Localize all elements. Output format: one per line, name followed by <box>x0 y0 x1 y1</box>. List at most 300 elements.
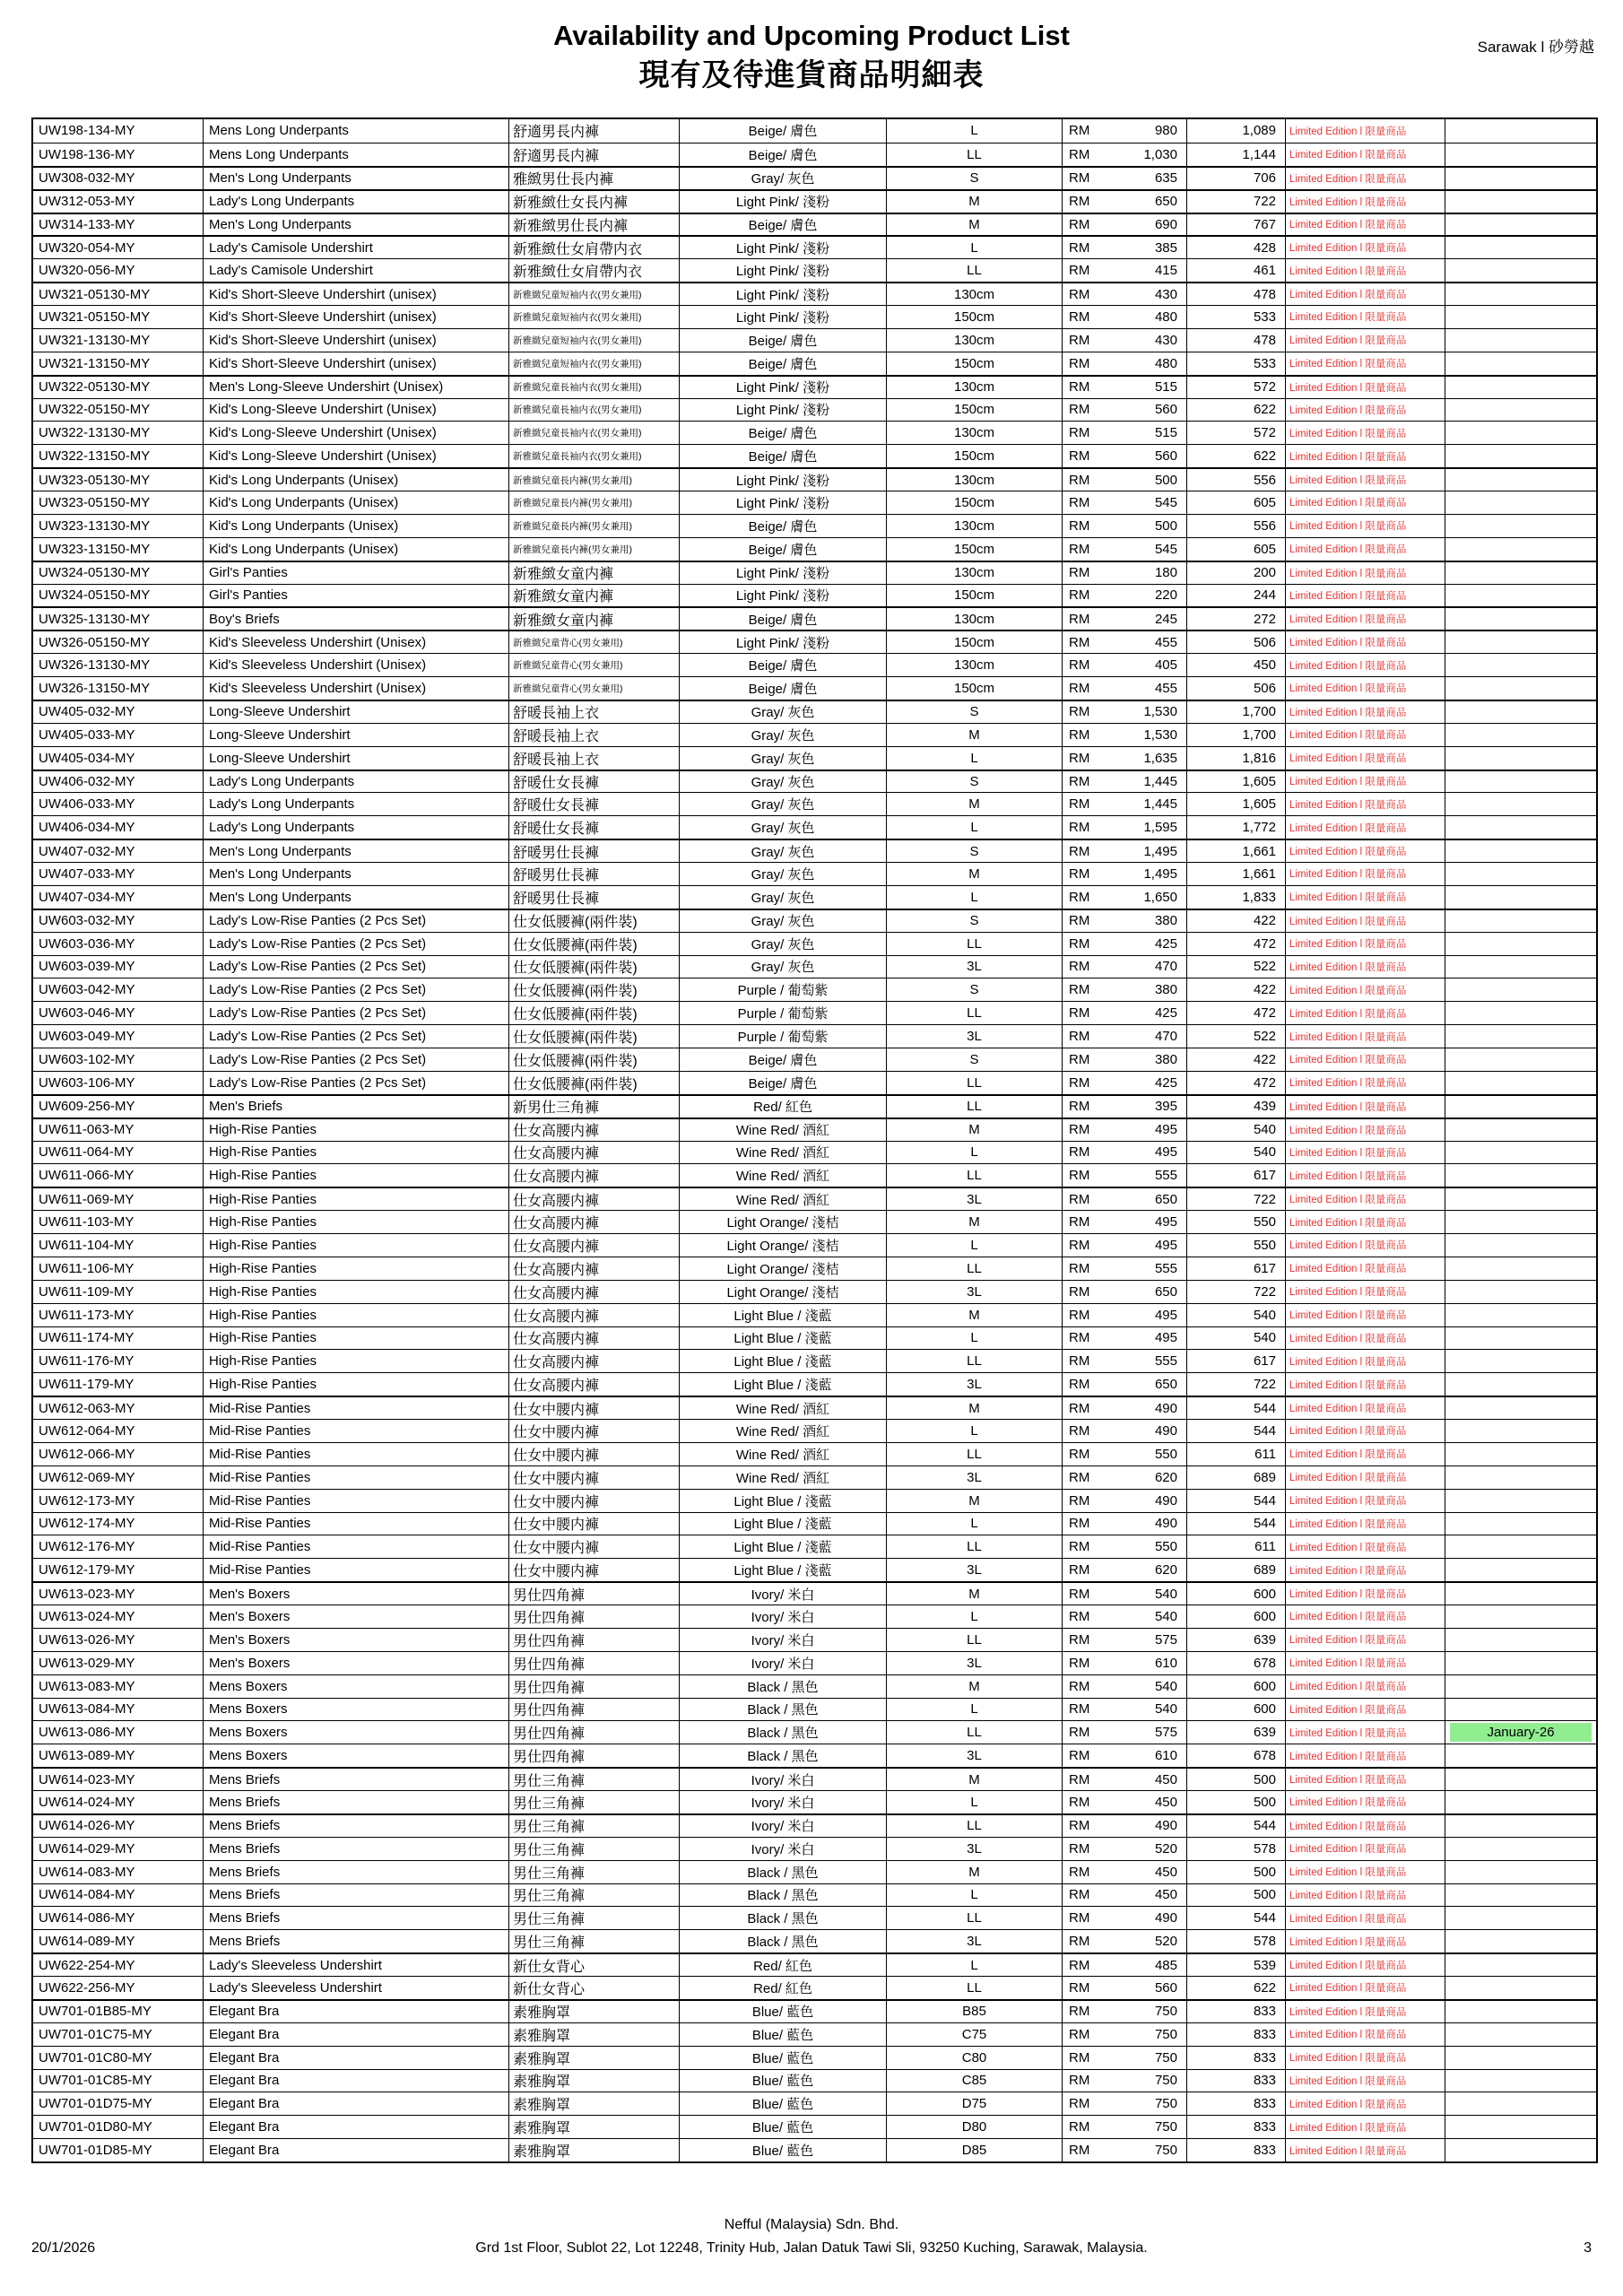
product-name-en-cell: High-Rise Panties <box>204 1211 509 1233</box>
table-row <box>33 1442 1596 1465</box>
availability-date-cell <box>1445 259 1596 282</box>
availability-date-cell <box>1445 422 1596 444</box>
product-code-cell: UW324-05130-MY <box>33 562 204 584</box>
color-cell: Light Blue / 淺藍 <box>680 1559 887 1581</box>
limited-edition-note-cell: Limited Edition l 限量商品 <box>1286 608 1445 630</box>
product-name-zh-cell: 新雅緻兒童長内褲(男女兼用) <box>509 491 680 514</box>
availability-date-cell <box>1445 585 1596 607</box>
product-name-en-cell: Lady's Long Underpants <box>204 793 509 815</box>
table-row <box>33 1187 1596 1210</box>
product-name-zh-cell: 仕女低腰褲(兩件裝) <box>509 1072 680 1094</box>
price-cell <box>1063 1930 1187 1952</box>
price-2-cell: 600 <box>1187 1583 1286 1605</box>
limited-edition-note-cell: Limited Edition l 限量商品 <box>1286 1327 1445 1350</box>
price-2-cell: 533 <box>1187 306 1286 328</box>
product-name-zh-cell: 素雅胸罩 <box>509 2092 680 2115</box>
product-name-zh-cell: 仕女低腰褲(兩件裝) <box>509 1002 680 1024</box>
currency-label: RM <box>1069 1957 1090 1973</box>
limited-edition-note-cell: Limited Edition l 限量商品 <box>1286 377 1445 398</box>
limited-edition-note-cell: Limited Edition l 限量商品 <box>1286 816 1445 839</box>
size-cell: 130cm <box>887 608 1063 630</box>
product-code-cell: UW325-13130-MY <box>33 608 204 630</box>
size-cell: 130cm <box>887 654 1063 676</box>
price-cell <box>1063 747 1187 770</box>
availability-date-cell <box>1445 840 1596 862</box>
product-name-en-cell: Elegant Bra <box>204 2139 509 2161</box>
price-value: 1,495 <box>1143 843 1177 859</box>
currency-label: RM <box>1069 425 1090 441</box>
currency-label: RM <box>1069 820 1090 836</box>
product-code-cell: UW622-256-MY <box>33 1977 204 1999</box>
availability-date-cell <box>1445 1373 1596 1396</box>
price-value: 485 <box>1154 1957 1177 1973</box>
size-cell: 130cm <box>887 283 1063 305</box>
table-row <box>33 630 1596 653</box>
product-name-en-cell: Elegant Bra <box>204 2070 509 2092</box>
product-name-zh-cell: 新雅緻兒童短袖内衣(男女兼用) <box>509 329 680 352</box>
table-row <box>33 1581 1596 1605</box>
price-cell <box>1063 1791 1187 1813</box>
availability-date-cell <box>1445 1675 1596 1698</box>
product-name-zh-cell: 新雅緻兒童長袖内衣(男女兼用) <box>509 377 680 398</box>
table-row <box>33 955 1596 978</box>
table-row <box>33 1048 1596 1071</box>
currency-label: RM <box>1069 1818 1090 1834</box>
price-cell <box>1063 1002 1187 1024</box>
table-row <box>33 770 1596 793</box>
currency-label: RM <box>1069 472 1090 488</box>
table-row <box>33 978 1596 1001</box>
price-cell <box>1063 771 1187 793</box>
size-cell: D80 <box>887 2116 1063 2138</box>
color-cell: Wine Red/ 酒紅 <box>680 1397 887 1419</box>
product-name-zh-cell: 新仕女背心 <box>509 1977 680 1999</box>
price-cell <box>1063 2047 1187 2069</box>
price-cell <box>1063 1373 1187 1396</box>
size-cell: M <box>887 793 1063 815</box>
table-row <box>33 1976 1596 1999</box>
color-cell: Wine Red/ 酒紅 <box>680 1466 887 1489</box>
price-2-cell: 1,816 <box>1187 747 1286 770</box>
limited-edition-note-cell: Limited Edition l 限量商品 <box>1286 445 1445 467</box>
size-cell: 150cm <box>887 677 1063 700</box>
product-name-zh-cell: 新雅緻兒童背心(男女兼用) <box>509 654 680 676</box>
product-name-en-cell: Kid's Sleeveless Undershirt (Unisex) <box>204 677 509 700</box>
price-value: 470 <box>1154 959 1177 975</box>
table-row <box>33 1512 1596 1535</box>
price-value: 750 <box>1154 2143 1177 2159</box>
color-cell: Light Pink/ 淺粉 <box>680 491 887 514</box>
product-code-cell: UW701-01C80-MY <box>33 2047 204 2069</box>
color-cell: Beige/ 膚色 <box>680 608 887 630</box>
product-code-cell: UW611-174-MY <box>33 1327 204 1350</box>
color-cell: Blue/ 藍色 <box>680 2092 887 2115</box>
limited-edition-note-cell: Limited Edition l 限量商品 <box>1286 840 1445 862</box>
table-row <box>33 166 1596 189</box>
product-name-zh-cell: 新雅緻仕女肩帶内衣 <box>509 259 680 282</box>
limited-edition-note-cell: Limited Edition l 限量商品 <box>1286 933 1445 955</box>
table-row <box>33 1674 1596 1698</box>
product-code-cell: UW603-046-MY <box>33 1002 204 1024</box>
product-name-en-cell: Men's Boxers <box>204 1652 509 1674</box>
price-value: 750 <box>1154 2119 1177 2135</box>
currency-label: RM <box>1069 1492 1090 1509</box>
table-row <box>33 792 1596 815</box>
size-cell: M <box>887 1861 1063 1883</box>
size-cell: C75 <box>887 2023 1063 2046</box>
color-cell: Black / 黑色 <box>680 1861 887 1883</box>
price-value: 650 <box>1154 1283 1177 1300</box>
price-2-cell: 833 <box>1187 2139 1286 2161</box>
size-cell: 150cm <box>887 352 1063 375</box>
limited-edition-note-cell: Limited Edition l 限量商品 <box>1286 329 1445 352</box>
color-cell: Gray/ 灰色 <box>680 724 887 746</box>
price-2-cell: 544 <box>1187 1907 1286 1929</box>
color-cell: Wine Red/ 酒紅 <box>680 1119 887 1141</box>
table-row <box>33 1535 1596 1558</box>
table-row <box>33 328 1596 352</box>
price-value: 515 <box>1154 379 1177 396</box>
product-name-zh-cell: 素雅胸罩 <box>509 2139 680 2161</box>
price-value: 430 <box>1154 286 1177 302</box>
product-name-en-cell: Kid's Sleeveless Undershirt (Unisex) <box>204 654 509 676</box>
availability-date-cell <box>1445 1744 1596 1767</box>
availability-date-cell <box>1445 1420 1596 1442</box>
availability-date-cell <box>1445 1954 1596 1976</box>
product-code-cell: UW603-039-MY <box>33 956 204 978</box>
availability-date-cell <box>1445 1583 1596 1605</box>
product-name-zh-cell: 新雅緻兒童長袖内衣(男女兼用) <box>509 399 680 422</box>
limited-edition-note-cell: Limited Edition l 限量商品 <box>1286 1188 1445 1210</box>
product-code-cell: UW407-032-MY <box>33 840 204 862</box>
price-value: 1,530 <box>1143 726 1177 743</box>
limited-edition-note-cell: Limited Edition l 限量商品 <box>1286 1096 1445 1118</box>
product-code-cell: UW612-064-MY <box>33 1420 204 1442</box>
table-row <box>33 1628 1596 1651</box>
price-cell <box>1063 1281 1187 1303</box>
price-value: 495 <box>1154 1237 1177 1253</box>
size-cell: L <box>887 1142 1063 1164</box>
product-code-cell: UW611-109-MY <box>33 1281 204 1303</box>
size-cell: 3L <box>887 1466 1063 1489</box>
currency-label: RM <box>1069 843 1090 859</box>
availability-date-cell <box>1445 1350 1596 1372</box>
color-cell: Ivory/ 米白 <box>680 1769 887 1790</box>
limited-edition-note-cell: Limited Edition l 限量商品 <box>1286 1605 1445 1628</box>
product-name-en-cell: Kid's Long-Sleeve Undershirt (Unisex) <box>204 399 509 422</box>
size-cell: M <box>887 191 1063 213</box>
availability-date-cell <box>1445 119 1596 143</box>
price-cell <box>1063 1583 1187 1605</box>
price-2-cell: 472 <box>1187 933 1286 955</box>
product-name-en-cell: Mid-Rise Panties <box>204 1443 509 1465</box>
currency-label: RM <box>1069 170 1090 187</box>
currency-label: RM <box>1069 1887 1090 1903</box>
availability-date-cell <box>1445 2047 1596 2069</box>
limited-edition-note-cell: Limited Edition l 限量商品 <box>1286 1652 1445 1674</box>
price-2-cell: 428 <box>1187 237 1286 258</box>
availability-date-cell <box>1445 1048 1596 1071</box>
price-2-cell: 600 <box>1187 1699 1286 1721</box>
currency-label: RM <box>1069 1422 1090 1439</box>
availability-date-cell <box>1445 2023 1596 2046</box>
currency-label: RM <box>1069 2004 1090 2020</box>
product-code-cell: UW321-13150-MY <box>33 352 204 375</box>
price-cell <box>1063 515 1187 537</box>
limited-edition-note-cell: Limited Edition l 限量商品 <box>1286 747 1445 770</box>
product-name-en-cell: Lady's Low-Rise Panties (2 Pcs Set) <box>204 910 509 932</box>
product-name-en-cell: Men's Long Underpants <box>204 214 509 236</box>
price-2-cell: 1,700 <box>1187 724 1286 746</box>
color-cell: Blue/ 藍色 <box>680 2001 887 2022</box>
product-name-zh-cell: 素雅胸罩 <box>509 2116 680 2138</box>
product-code-cell: UW312-053-MY <box>33 191 204 213</box>
currency-label: RM <box>1069 611 1090 627</box>
price-value: 395 <box>1154 1099 1177 1115</box>
product-name-en-cell: Lady's Low-Rise Panties (2 Pcs Set) <box>204 978 509 1001</box>
limited-edition-note-cell: Limited Edition l 限量商品 <box>1286 491 1445 514</box>
currency-label: RM <box>1069 1586 1090 1602</box>
availability-date-cell <box>1445 2139 1596 2161</box>
table-row <box>33 1489 1596 1512</box>
product-name-zh-cell: 仕女低腰褲(兩件裝) <box>509 956 680 978</box>
color-cell: Ivory/ 米白 <box>680 1652 887 1674</box>
table-row <box>33 1929 1596 1952</box>
currency-label: RM <box>1069 1283 1090 1300</box>
table-row <box>33 1094 1596 1118</box>
product-code-cell: UW405-034-MY <box>33 747 204 770</box>
limited-edition-note-cell: Limited Edition l 限量商品 <box>1286 144 1445 166</box>
size-cell: S <box>887 701 1063 723</box>
currency-label: RM <box>1069 541 1090 557</box>
currency-label: RM <box>1069 286 1090 302</box>
product-code-cell: UW614-024-MY <box>33 1791 204 1813</box>
limited-edition-note-cell: Limited Edition l 限量商品 <box>1286 1420 1445 1442</box>
limited-edition-note-cell: Limited Edition l 限量商品 <box>1286 677 1445 700</box>
limited-edition-note-cell: Limited Edition l 限量商品 <box>1286 1583 1445 1605</box>
availability-date-cell <box>1445 214 1596 236</box>
table-row <box>33 1233 1596 1257</box>
price-cell <box>1063 214 1187 236</box>
product-code-cell: UW326-13150-MY <box>33 677 204 700</box>
size-cell: LL <box>887 1350 1063 1372</box>
product-name-en-cell: High-Rise Panties <box>204 1350 509 1372</box>
table-row <box>33 1744 1596 1767</box>
product-name-en-cell: Lady's Low-Rise Panties (2 Pcs Set) <box>204 933 509 955</box>
table-row <box>33 584 1596 607</box>
size-cell: L <box>887 1513 1063 1535</box>
price-2-cell: 539 <box>1187 1954 1286 1976</box>
color-cell: Purple / 葡萄紫 <box>680 978 887 1001</box>
price-cell <box>1063 933 1187 955</box>
table-row <box>33 1906 1596 1929</box>
limited-edition-note-cell: Limited Edition l 限量商品 <box>1286 585 1445 607</box>
limited-edition-note-cell: Limited Edition l 限量商品 <box>1286 538 1445 561</box>
availability-date-cell <box>1445 1466 1596 1489</box>
price-cell <box>1063 237 1187 258</box>
price-cell <box>1063 1559 1187 1581</box>
product-name-zh-cell: 男仕三角褲 <box>509 1769 680 1790</box>
product-code-cell: UW603-032-MY <box>33 910 204 932</box>
currency-label: RM <box>1069 379 1090 396</box>
availability-date-cell <box>1445 1164 1596 1187</box>
product-code-cell: UW612-063-MY <box>33 1397 204 1419</box>
product-name-en-cell: Long-Sleeve Undershirt <box>204 724 509 746</box>
product-code-cell: UW612-173-MY <box>33 1490 204 1512</box>
price-value: 455 <box>1154 634 1177 650</box>
size-cell: L <box>887 119 1063 143</box>
price-cell <box>1063 1119 1187 1141</box>
price-2-cell: 605 <box>1187 538 1286 561</box>
product-name-en-cell: Lady's Camisole Undershirt <box>204 237 509 258</box>
availability-date-cell <box>1445 1605 1596 1628</box>
price-cell <box>1063 2070 1187 2092</box>
limited-edition-note-cell: Limited Edition l 限量商品 <box>1286 1025 1445 1048</box>
price-cell <box>1063 793 1187 815</box>
product-name-en-cell: Kid's Sleeveless Undershirt (Unisex) <box>204 631 509 653</box>
product-code-cell: UW326-13130-MY <box>33 654 204 676</box>
limited-edition-note-cell: Limited Edition l 限量商品 <box>1286 399 1445 422</box>
color-cell: Red/ 紅色 <box>680 1954 887 1976</box>
table-row <box>33 561 1596 584</box>
limited-edition-note-cell: Limited Edition l 限量商品 <box>1286 1119 1445 1141</box>
table-row <box>33 189 1596 213</box>
color-cell: Light Pink/ 淺粉 <box>680 377 887 398</box>
product-name-en-cell: Kid's Short-Sleeve Undershirt (unisex) <box>204 306 509 328</box>
availability-date-cell <box>1445 2070 1596 2092</box>
price-value: 490 <box>1154 1492 1177 1509</box>
color-cell: Beige/ 膚色 <box>680 654 887 676</box>
price-2-cell: 617 <box>1187 1350 1286 1372</box>
currency-label: RM <box>1069 216 1090 232</box>
price-2-cell: 1,833 <box>1187 886 1286 909</box>
price-value: 480 <box>1154 355 1177 371</box>
product-name-en-cell: Elegant Bra <box>204 2116 509 2138</box>
price-value: 480 <box>1154 309 1177 325</box>
price-value: 575 <box>1154 1631 1177 1648</box>
price-value: 560 <box>1154 448 1177 465</box>
price-2-cell: 833 <box>1187 2047 1286 2069</box>
product-name-zh-cell: 男仕四角褲 <box>509 1605 680 1628</box>
product-code-cell: UW406-033-MY <box>33 793 204 815</box>
product-code-cell: UW324-05150-MY <box>33 585 204 607</box>
color-cell: Wine Red/ 酒紅 <box>680 1420 887 1442</box>
price-2-cell: 540 <box>1187 1142 1286 1164</box>
price-value: 750 <box>1154 2004 1177 2020</box>
price-cell <box>1063 445 1187 467</box>
product-name-zh-cell: 仕女高腰内褲 <box>509 1142 680 1164</box>
product-code-cell: UW614-089-MY <box>33 1930 204 1952</box>
size-cell: 3L <box>887 1744 1063 1767</box>
product-name-zh-cell: 仕女高腰内褲 <box>509 1234 680 1257</box>
availability-date-cell <box>1445 1907 1596 1929</box>
table-row <box>33 2092 1596 2115</box>
availability-date-cell <box>1445 677 1596 700</box>
price-2-cell: 722 <box>1187 1281 1286 1303</box>
size-cell: LL <box>887 1815 1063 1837</box>
product-name-en-cell: Boy's Briefs <box>204 608 509 630</box>
limited-edition-note-cell: Limited Edition l 限量商品 <box>1286 978 1445 1001</box>
table-row <box>33 305 1596 328</box>
product-code-cell: UW321-13130-MY <box>33 329 204 352</box>
price-2-cell: 533 <box>1187 352 1286 375</box>
product-code-cell: UW613-023-MY <box>33 1583 204 1605</box>
color-cell: Wine Red/ 酒紅 <box>680 1142 887 1164</box>
currency-label: RM <box>1069 704 1090 720</box>
price-2-cell: 556 <box>1187 515 1286 537</box>
availability-date-cell <box>1445 608 1596 630</box>
currency-label: RM <box>1069 1307 1090 1323</box>
product-name-zh-cell: 舒暖男仕長褲 <box>509 863 680 885</box>
currency-label: RM <box>1069 1701 1090 1718</box>
price-2-cell: 522 <box>1187 956 1286 978</box>
table-row <box>33 1326 1596 1350</box>
currency-label: RM <box>1069 494 1090 510</box>
price-cell <box>1063 2092 1187 2115</box>
price-2-cell: 556 <box>1187 469 1286 491</box>
product-name-en-cell: Lady's Low-Rise Panties (2 Pcs Set) <box>204 956 509 978</box>
availability-date-cell <box>1445 562 1596 584</box>
table-row <box>33 2115 1596 2138</box>
price-cell <box>1063 1815 1187 1837</box>
price-value: 575 <box>1154 1725 1177 1741</box>
product-name-en-cell: Kid's Long-Sleeve Undershirt (Unisex) <box>204 445 509 467</box>
price-value: 450 <box>1154 1864 1177 1880</box>
availability-date-cell <box>1445 1490 1596 1512</box>
table-row <box>33 1605 1596 1628</box>
price-cell <box>1063 119 1187 143</box>
limited-edition-note-cell: Limited Edition l 限量商品 <box>1286 1281 1445 1303</box>
product-code-cell: UW611-103-MY <box>33 1211 204 1233</box>
price-value: 1,495 <box>1143 865 1177 882</box>
color-cell: Beige/ 膚色 <box>680 119 887 143</box>
currency-label: RM <box>1069 1631 1090 1648</box>
currency-label: RM <box>1069 146 1090 162</box>
table-row <box>33 398 1596 422</box>
product-name-en-cell: Mens Boxers <box>204 1675 509 1698</box>
product-code-cell: UW322-05130-MY <box>33 377 204 398</box>
product-name-en-cell: Elegant Bra <box>204 2047 509 2069</box>
price-value: 1,650 <box>1143 889 1177 905</box>
price-value: 500 <box>1154 517 1177 534</box>
product-code-cell: UW614-029-MY <box>33 1838 204 1860</box>
table-row <box>33 1465 1596 1489</box>
currency-label: RM <box>1069 634 1090 650</box>
product-code-cell: UW407-034-MY <box>33 886 204 909</box>
size-cell: D75 <box>887 2092 1063 2115</box>
product-code-cell: UW198-136-MY <box>33 144 204 166</box>
price-2-cell: 833 <box>1187 2116 1286 2138</box>
product-code-cell: UW603-042-MY <box>33 978 204 1001</box>
price-value: 540 <box>1154 1608 1177 1624</box>
size-cell: L <box>887 1791 1063 1813</box>
product-name-zh-cell: 仕女中腰内褲 <box>509 1513 680 1535</box>
product-name-en-cell: Mid-Rise Panties <box>204 1490 509 1512</box>
product-name-zh-cell: 男仕三角褲 <box>509 1884 680 1907</box>
product-name-en-cell: Lady's Low-Rise Panties (2 Pcs Set) <box>204 1072 509 1094</box>
size-cell: 130cm <box>887 329 1063 352</box>
price-cell <box>1063 191 1187 213</box>
product-code-cell: UW614-026-MY <box>33 1815 204 1837</box>
currency-label: RM <box>1069 448 1090 465</box>
limited-edition-note-cell: Limited Edition l 限量商品 <box>1286 1397 1445 1419</box>
price-value: 555 <box>1154 1353 1177 1370</box>
availability-date-cell <box>1445 1188 1596 1210</box>
region-label: Sarawak l 砂勞越 <box>1477 39 1594 56</box>
product-code-cell: UW609-256-MY <box>33 1096 204 1118</box>
price-2-cell: 678 <box>1187 1652 1286 1674</box>
limited-edition-note-cell: Limited Edition l 限量商品 <box>1286 237 1445 258</box>
